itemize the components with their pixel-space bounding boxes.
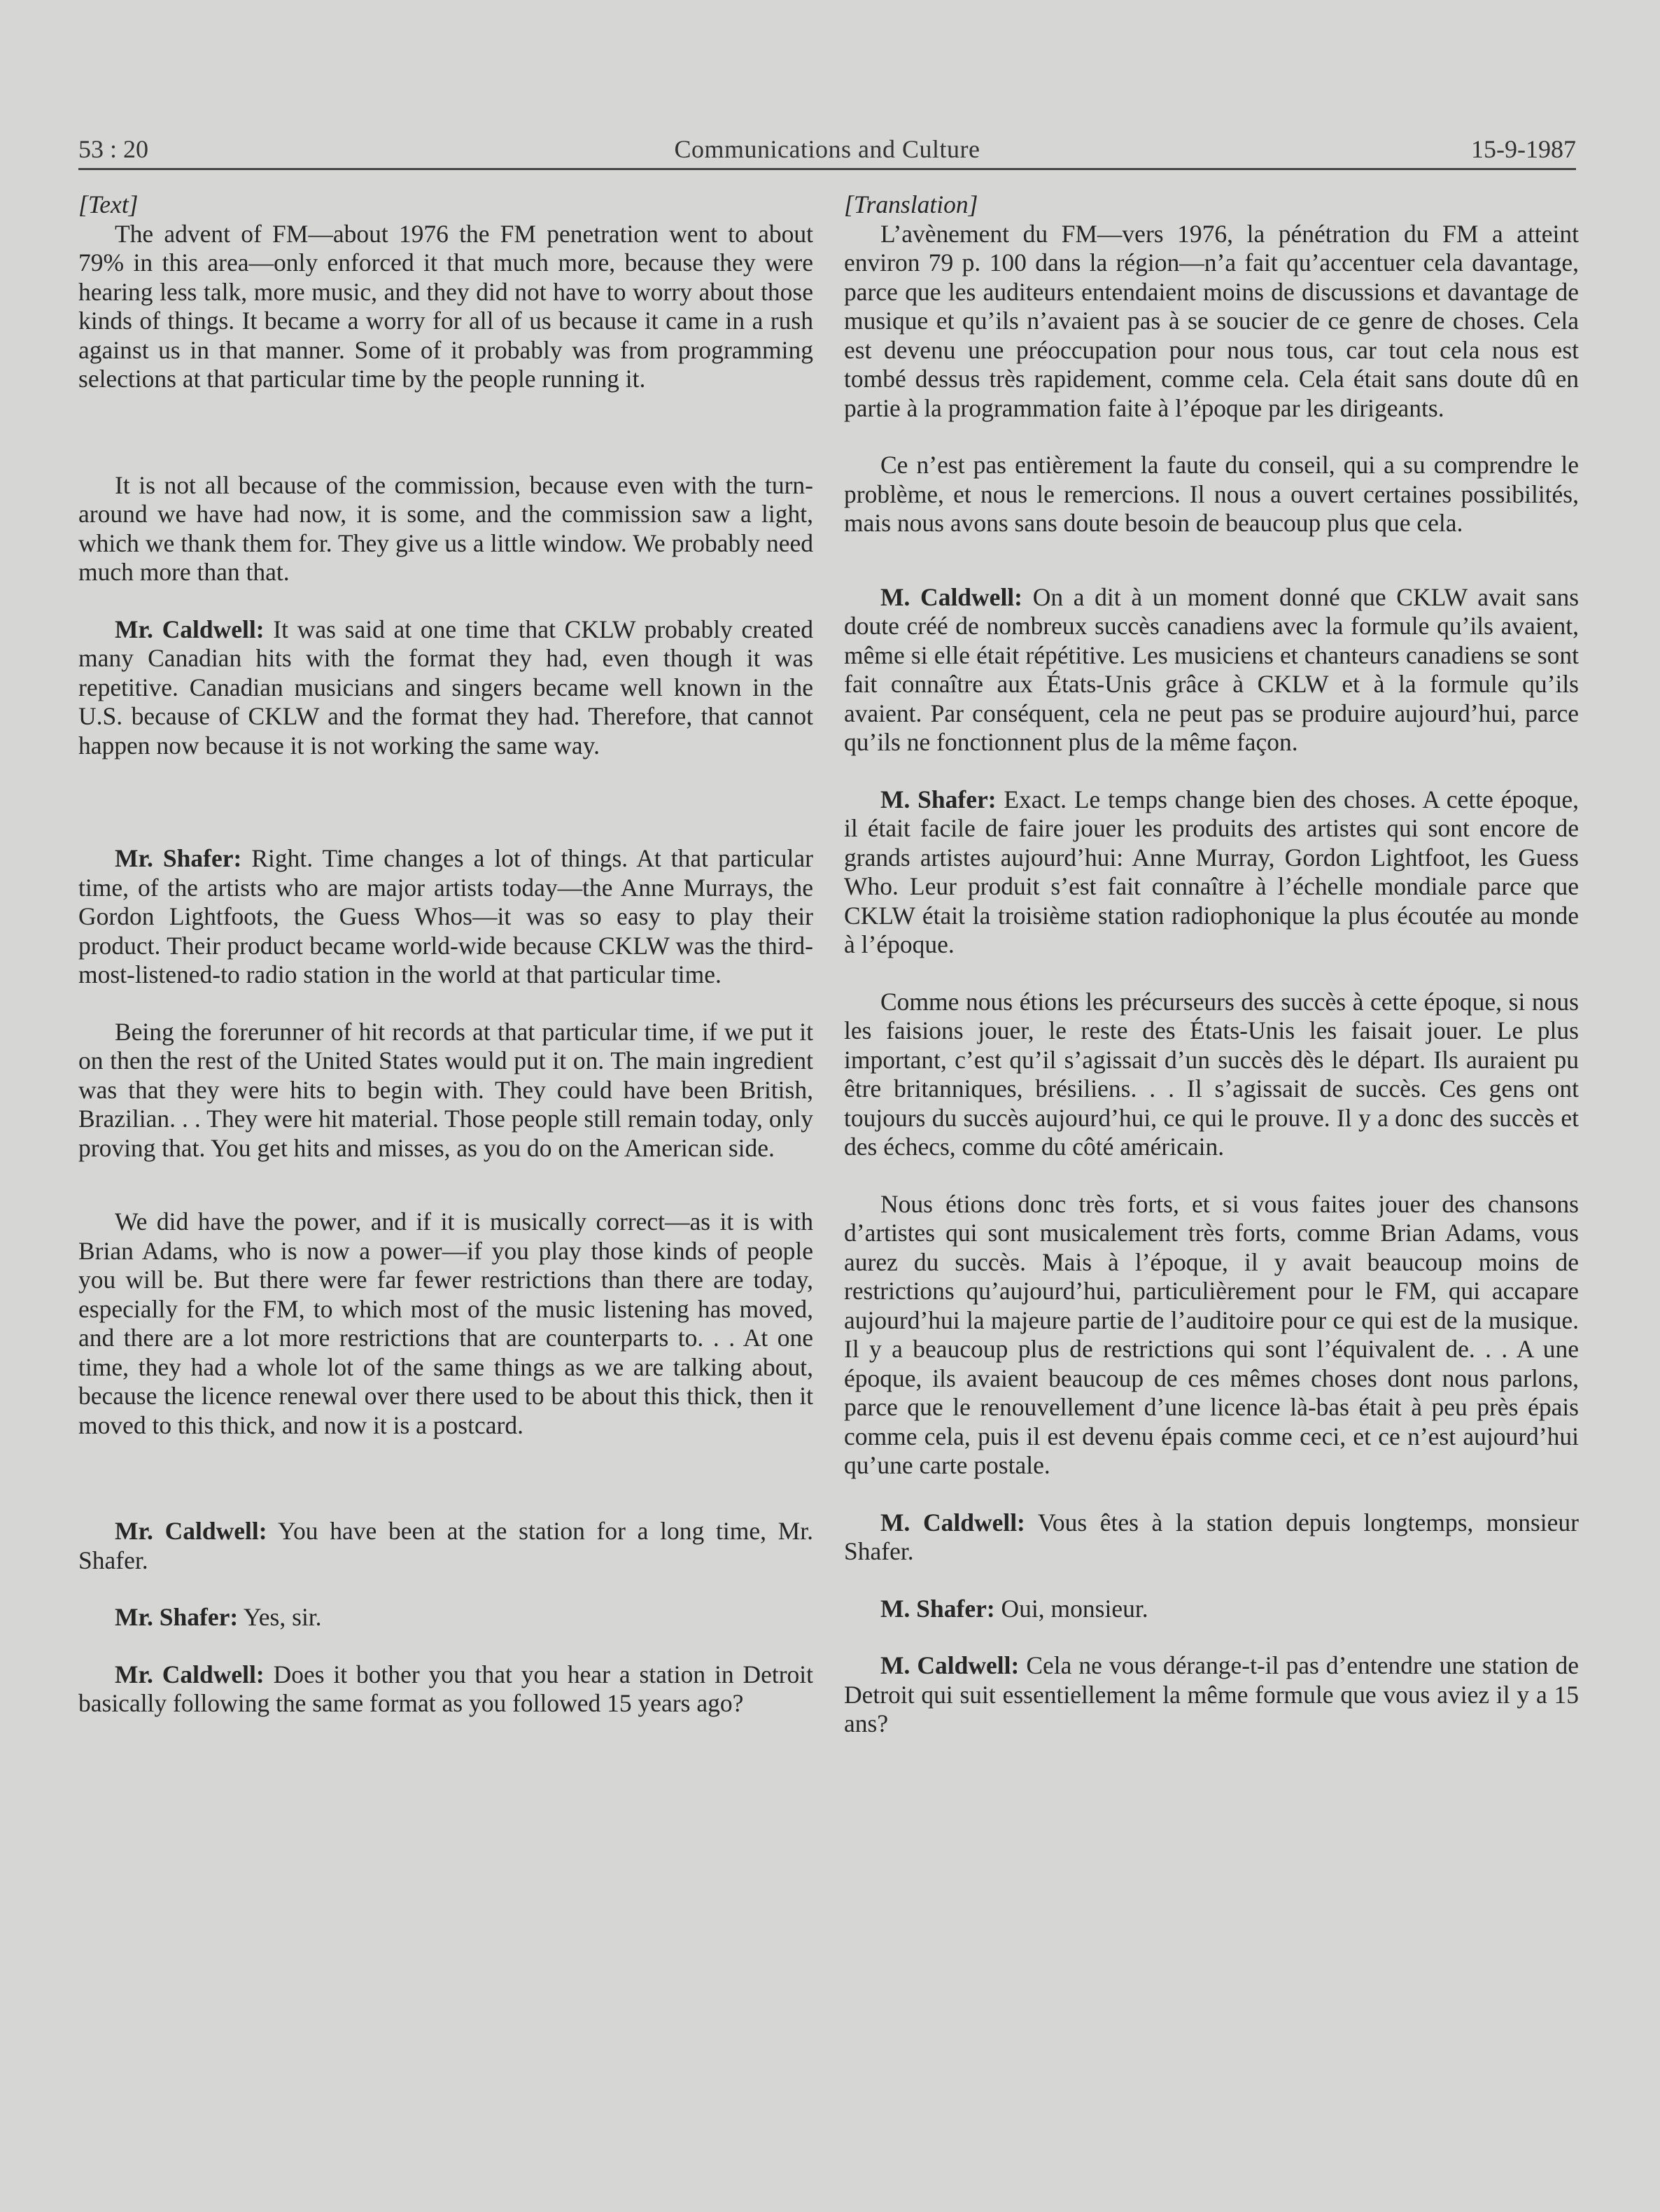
speaker-name: Mr. Shafer: bbox=[115, 844, 242, 872]
speech-text: Does it bother you that you hear a station in Detroit basically following the same format as you followed 15 years ago? bbox=[78, 1660, 814, 1717]
paragraph: L’avènement du FM—vers 1976, la pénétration du FM a atteint environ 79 p. 100 dans la région—n’a fait qu’accentuer cela davantage, parce que les auditeurs entendaient moins de discussions et davantage de musique et qu’ils n’avaient pas à se soucier de ce genre de choses. Cela est devenu une préoccupation pour nous tous, car tout cela nous est tombé dessus très rapidement, comme cela. Cela était sans doute dû en partie à la programmation faite à l’époque par les dirigeants. bbox=[844, 219, 1579, 422]
column-label: [Text] bbox=[78, 190, 139, 218]
publication-title: Communications and Culture bbox=[674, 135, 980, 163]
french-column bbox=[844, 190, 1579, 1739]
english-column bbox=[78, 190, 813, 1718]
speech-text: Cela ne vous dérange-t-il pas d’entendre une station de Detroit qui suit essentiellement la même formule que vous aviez il y a 15 ans? bbox=[844, 1651, 1579, 1737]
speaker-name: Mr. Caldwell: bbox=[115, 1660, 265, 1688]
paragraph bbox=[844, 583, 1579, 757]
paragraph: Comme nous étions les précurseurs des succès à cette époque, si nous les faisions jouer, le reste des États-Unis les faisait jouer. Le plus important, c’est qu’il s’agissait d’un succès dès le départ. Ils auraient pu être britanniques, brésiliens. . . Il s’agissait de succès. Ces gens ont toujours du succès aujourd’hui, ce qui le prouve. Il y a donc des succès et des échecs, comme du côté américain. bbox=[844, 987, 1579, 1161]
speaker-name: M. Caldwell: bbox=[880, 1651, 1020, 1679]
page-date: 15-9-1987 bbox=[1471, 135, 1576, 163]
speech-text: Yes, sir. bbox=[243, 1603, 322, 1631]
paragraph: We did have the power, and if it is musically correct—as it is with Brian Adams, who is now a power—if you play those kinds of people you will be. But there were far fewer restrictions than there are today, especially for the FM, to which most of the music listening has moved, and there are a lot more restrictions that are counterparts to. . . At one time, they had a whole lot of the same things as we are talking about, because the licence renewal over there used to be about this thick, then it moved to this thick, and now it is a postcard. bbox=[78, 1208, 813, 1439]
speech-text: It was said at one time that CKLW probably created many Canadian hits with the format they had, even though it was repetitive. Canadian musicians and singers became well known in the U.S. because of CKLW and the format they had. Therefore, that cannot happen now because it is not working the same way. bbox=[78, 615, 813, 760]
paragraph: Being the forerunner of hit records at that particular time, if we put it on then the rest of the United States would put it on. The main ingredient was that they were hits to begin with. They could have been British, Brazilian. . . They were hit material. Those people still remain today, only proving that. You get hits and misses, as you do on the American side. bbox=[78, 1017, 813, 1162]
speaker-name: M. Caldwell: bbox=[880, 582, 1022, 611]
paragraph bbox=[78, 615, 813, 761]
speech-text: Right. Time changes a lot of things. At that particular time, of the artists who are major artists today—the Anne Murrays, the Gordon Lightfoots, the Guess Whos—it was so easy to play their product. Their product became world-wide because CKLW was the third-most-listened-to radio station in the world at that particular time. bbox=[78, 844, 814, 988]
paragraph: Nous étions donc très forts, et si vous faites jouer des chansons d’artistes qui sont musicalement très forts, comme Brian Adams, vous aurez du succès. Mais à l’époque, il y avait beaucoup moins de restrictions qu’aujourd’hui, particulièrement pour le FM, qui accapare aujourd’hui la majeure partie de l’auditoire pour ce qui est de la musique. Il y a beaucoup plus de restrictions qui sont l’équivalent de. . . A une époque, ils avaient beaucoup de ces mêmes choses dont nous parlons, parce que le renouvellement d’une licence là-bas était à peu près épais comme cela, puis il est devenu épais comme ceci, et ce n’est aujourd’hui qu’une carte postale. bbox=[844, 1189, 1579, 1479]
paragraph: Ce n’est pas entièrement la faute du conseil, qui a su comprendre le problème, et nous le remercions. Il nous a ouvert certaines possibilités, mais nous avons sans doute besoin de beaucoup plus que cela. bbox=[844, 451, 1579, 537]
paragraph: The advent of FM—about 1976 the FM penetration went to about 79% in this area—only enforced it that much more, because they were hearing less talk, more music, and they did not have to worry about those kinds of things. It became a worry for all of us because it came in a rush against us in that manner. Some of it probably was from programming selections at that particular time by the people running it. bbox=[78, 219, 813, 393]
paragraph bbox=[78, 1517, 813, 1575]
page-number: 53 : 20 bbox=[78, 135, 149, 163]
speaker-name: M. Caldwell: bbox=[880, 1508, 1025, 1536]
paragraph bbox=[844, 1508, 1579, 1567]
speech-text: Exact. Le temps change bien des choses. A cette époque, il était facile de faire jouer les produits des artistes qui sont encore de grands artistes aujourd’hui: Anne Murray, Gordon Lightfoot, les Guess Who. Leur produit s’est fait connaître à l’échelle mondiale parce que CKLW était la troisième station radiophonique la plus écoutée au monde à l’époque. bbox=[844, 785, 1580, 958]
speaker-name: M. Shafer: bbox=[880, 1594, 995, 1623]
speaker-name: Mr. Shafer: bbox=[115, 1603, 239, 1631]
speech-text: Oui, monsieur. bbox=[1001, 1594, 1148, 1623]
paragraph bbox=[78, 1603, 813, 1632]
speech-text: Vous êtes à la station depuis longtemps, monsieur Shafer. bbox=[844, 1508, 1579, 1565]
paragraph bbox=[844, 1651, 1579, 1739]
paragraph bbox=[844, 785, 1579, 960]
speech-text: You have been at the station for a long time, Mr. Shafer. bbox=[78, 1517, 813, 1574]
speaker-name: Mr. Caldwell: bbox=[115, 615, 265, 643]
speech-text: On a dit à un moment donné que CKLW avait sans doute créé de nombreux succès canadiens avec la formule qu’ils avaient, même si elle était répétitive. Les musiciens et chanteurs canadiens se sont fait connaître aux États-Unis grâce à CKLW et à la formule qu’ils avaient. Par conséquent, cela ne peut pas se produire aujourd’hui, parce qu’ils ne fonctionnent plus de la même façon. bbox=[844, 582, 1580, 756]
paragraph bbox=[78, 844, 813, 990]
paragraph: It is not all because of the commission, because even with the turn-around we have had now, it is some, and the commission saw a light, which we thank them for. They give us a little window. We probably need much more than that. bbox=[78, 470, 813, 586]
header-rule bbox=[78, 168, 1576, 170]
speaker-name: M. Shafer: bbox=[880, 785, 997, 813]
page-header bbox=[78, 132, 1576, 167]
column-label: [Translation] bbox=[844, 190, 978, 218]
speaker-name: Mr. Caldwell: bbox=[115, 1517, 267, 1545]
paragraph bbox=[844, 1595, 1579, 1624]
paragraph bbox=[78, 1660, 813, 1718]
